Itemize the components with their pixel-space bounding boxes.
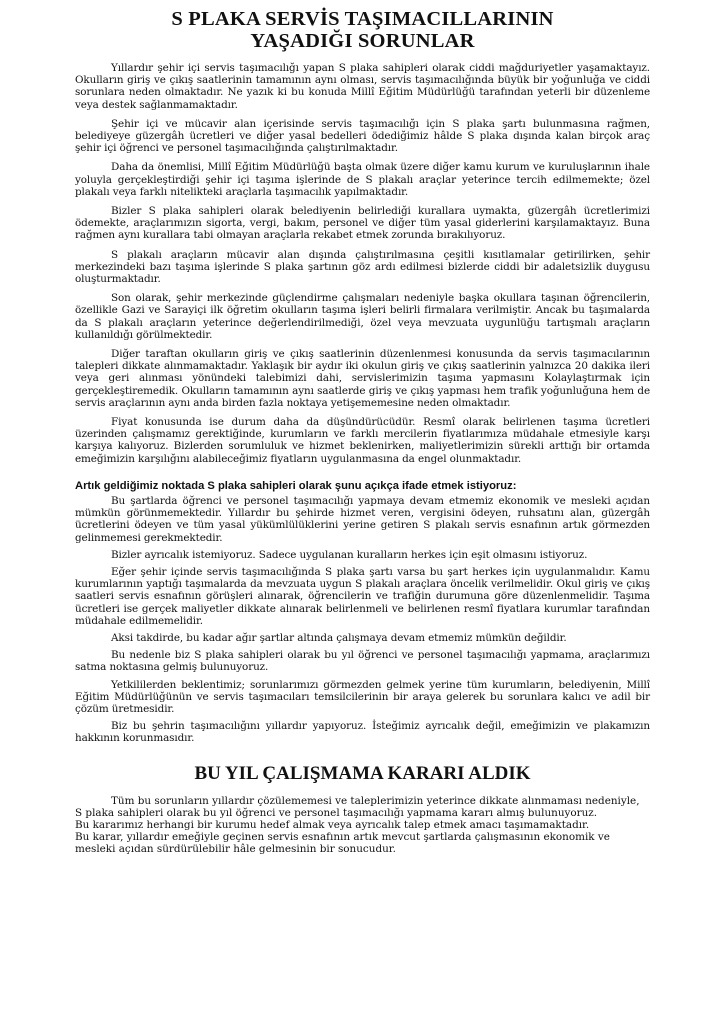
paragraph-7: Diğer taraftan okulların giriş ve çıkış saatlerinin düzenlenmesi konusunda da servis taşımacılarının talepleri dikkate alınmamaktadır. Yaklaşık bir aydır iki okulun giriş ve çıkış saatlerinin yalnızca 20 dakika ileri veya geri alınması yönündeki talebimizi dahi, servislerimizin taşıma yapmasını Kolaylaştırmak için gerçekleştiremedik. Okulların tamamının aynı saatlerde giriş ve çıkış yapması hem trafik yoğunluğuna hem de servis araçlarının aynı anda birden fazla noktaya yetişememesine neden olmaktadır. bbox=[75, 348, 650, 409]
paragraph-2: Şehir içi ve mücavir alan içerisinde servis taşımacılığı için S plaka şartı bulunmasına rağmen, belediyeye güzergâh ücretleri ve diğer yasal bedelleri ödediğimiz hâlde S plaka dışında kalan birçok araç şehir içi öğrenci ve personel taşımacılığında çalıştırılmaktadır. bbox=[75, 117, 650, 155]
final-statement bbox=[75, 795, 650, 856]
final-line-1: Tüm bu sorunların yıllardır çözülememesi ve taleplerimizin yeterince dikkate alınmaması nedeniyle, bbox=[111, 794, 640, 807]
paragraph-after-7: Biz bu şehrin taşımacılığını yıllardır yapıyoruz. İsteğimiz ayrıcalık değil, emeğimizin ve plakamızın hakkının korunmasıdır. bbox=[75, 720, 650, 745]
paragraph-6: Son olarak, şehir merkezinde güçlendirme çalışmaları nedeniyle başka okullara taşınan öğrencilerin, özellikle Gazi ve Sarayiçi ilk öğretim okulların taşıma işleri belirli firmalara verilmiştir. Ancak bu taşımalarda da S plakalı araçların yeterince değerlendirilmediği, özel veya mevzuata uygunlüğu tartışmalı araçların kullanıldığı görülmektedir. bbox=[75, 292, 650, 341]
paragraph-after-4: Aksi takdirde, bu kadar ağır şartlar altında çalışmaya devam etmemiz mümkün değildir. bbox=[111, 631, 567, 644]
document-title bbox=[75, 8, 650, 52]
paragraph-3: Daha da önemlisi, Millî Eğitim Müdürlüğü başta olmak üzere diğer kamu kurum ve kuruluşlarının ihale yoluyla gerçekleştirdiği şehir içi taşıma işlerinde de S plakalı araçlar yeterince tercih edilmemekte; özel plakalı veya farklı nitelikteki araçlarla taşımacılık yapılmaktadır. bbox=[75, 161, 650, 198]
paragraph-4: Bizler S plaka sahipleri olarak belediyenin belirlediği kurallara uymakta, güzergâh ücretlerimizi ödemekte, araçlarımızın sigorta, vergi, bakım, personel ve diğer tüm yasal giderlerini karşılamaktayız. Buna rağmen aynı kurallara tabi olmayan araçlarla rekabet etmek zorunda bırakılıyoruz. bbox=[75, 205, 650, 242]
title-line-1: S PLAKA SERVİS TAŞIMACILLARININ bbox=[171, 8, 554, 30]
title-line-2: YAŞADIĞI SORUNLAR bbox=[250, 30, 475, 52]
paragraph-after-1: Bu şartlarda öğrenci ve personel taşımacılığı yapmaya devam etmemiz ekonomik ve mesleki açıdan mümkün görünmemektedir. Yıllardır bu şehirde hizmet veren, vergisini ödeyen, ruhsatını alan, güzergâh ücretlerini ödeyen ve tüm yasal yükümlülüklerini yerine getiren S plakalı servis esnafının artık görmezden gelinmemesi gerekmektedir. bbox=[75, 494, 650, 544]
final-line-2: S plaka sahipleri olarak bu yıl öğrenci ve personel taşımacılığı yapmama kararı almış bulunuyoruz. bbox=[75, 806, 598, 819]
paragraph-after-5: Bu nedenle biz S plaka sahipleri olarak bu yıl öğrenci ve personel taşımacılığı yapmama, araçlarımızı satma noktasına gelmiş bulunuyoruz. bbox=[75, 649, 650, 674]
final-line-3: Bu kararımız herhangi bir kurumu hedef almak veya ayrıcalık talep etmek amacı taşımamaktadır. bbox=[75, 818, 590, 831]
paragraph-after-3: Eğer şehir içinde servis taşımacılığında S plaka şartı varsa bu şart herkes için uygulanmalıdır. Kamu kurumlarının yaptığı taşımalarda da mevzuata uygun S plakalı araçlara öncelik verilmelidir. Okul giriş ve çıkış saatleri servis esnafının görüşleri alınarak, öğrencilerin ve trafiğin durumuna göre düzenlenmelidir. Taşıma ücretleri ise gerçek maliyetler dikkate alınarak belirlenmeli ve belirlenen resmî fiyatlara kurumlar tarafından müdahale edilmemelidir. bbox=[75, 565, 650, 627]
paragraph-after-6: Yetkililerden beklentimiz; sorunlarımızı görmezden gelmek yerine tüm kurumların, belediyenin, Millî Eğitim Müdürlüğünün ve servis taşımacıları temsilcilerinin bir araya gelerek bu sorunlara kalıcı ve adil bir çözüm üretmesidir. bbox=[75, 678, 650, 715]
lead-statement: Artık geldiğimiz noktada S plaka sahipleri olarak şunu açıkça ifade etmek istiyoruz: bbox=[75, 479, 517, 492]
paragraph-after-2: Bizler ayrıcalık istemiyoruz. Sadece uygulanan kuralların herkes için eşit olmasını istiyoruz. bbox=[111, 548, 588, 561]
paragraph-8: Fiyat konusunda ise durum daha da düşündürücüdür. Resmî olarak belirlenen taşıma ücretleri üzerinden çalışmamız gerektiğinde, kurumların ve farklı mercilerin fiyatlarımıza müdahale etmesiyle karşı karşıya kalıyoruz. Bizlerden sorumluluk ve hizmet beklenirken, maliyetlerimizin sürekli arttığı bir ortamda emeğimizin karşılığını alabileceğimiz fiyatların uygulanmasına da engel olunmaktadır. bbox=[75, 416, 650, 465]
section-title: BU YIL ÇALIŞMAMA KARARI ALDIK bbox=[194, 762, 531, 784]
final-line-4: Bu karar, yıllardır emeğiyle geçinen servis esnafının artık mevcut şartlarda çalışmasının ekonomik ve mesleki açıdan sürdürülebilir hâle gelmesinin bir sonucudur. bbox=[75, 831, 610, 856]
paragraph-5: S plakalı araçların mücavir alan dışında çalıştırılmasına çeşitli kısıtlamalar getirilirken, şehir merkezindeki bazı taşıma işlerinde S plaka şartının göz ardı edilmesi bizlerde ciddi bir adaletsizlik duygusu oluşturmaktadır. bbox=[75, 248, 650, 286]
paragraph-1: Yıllardır şehir içi servis taşımacılığı yapan S plaka sahipleri olarak ciddi mağduriyetler yaşamaktayız. Okulların giriş ve çıkış saatlerinin tamamının aynı olması, servis taşımacılığında büyük bir yoğunluğa ve ciddi sorunlara neden olmaktadır. Ne yazık ki bu konuda Millî Eğitim Müdürlüğü tarafından yeterli bir düzenleme veya destek sağlanmamaktadır. bbox=[75, 62, 650, 111]
